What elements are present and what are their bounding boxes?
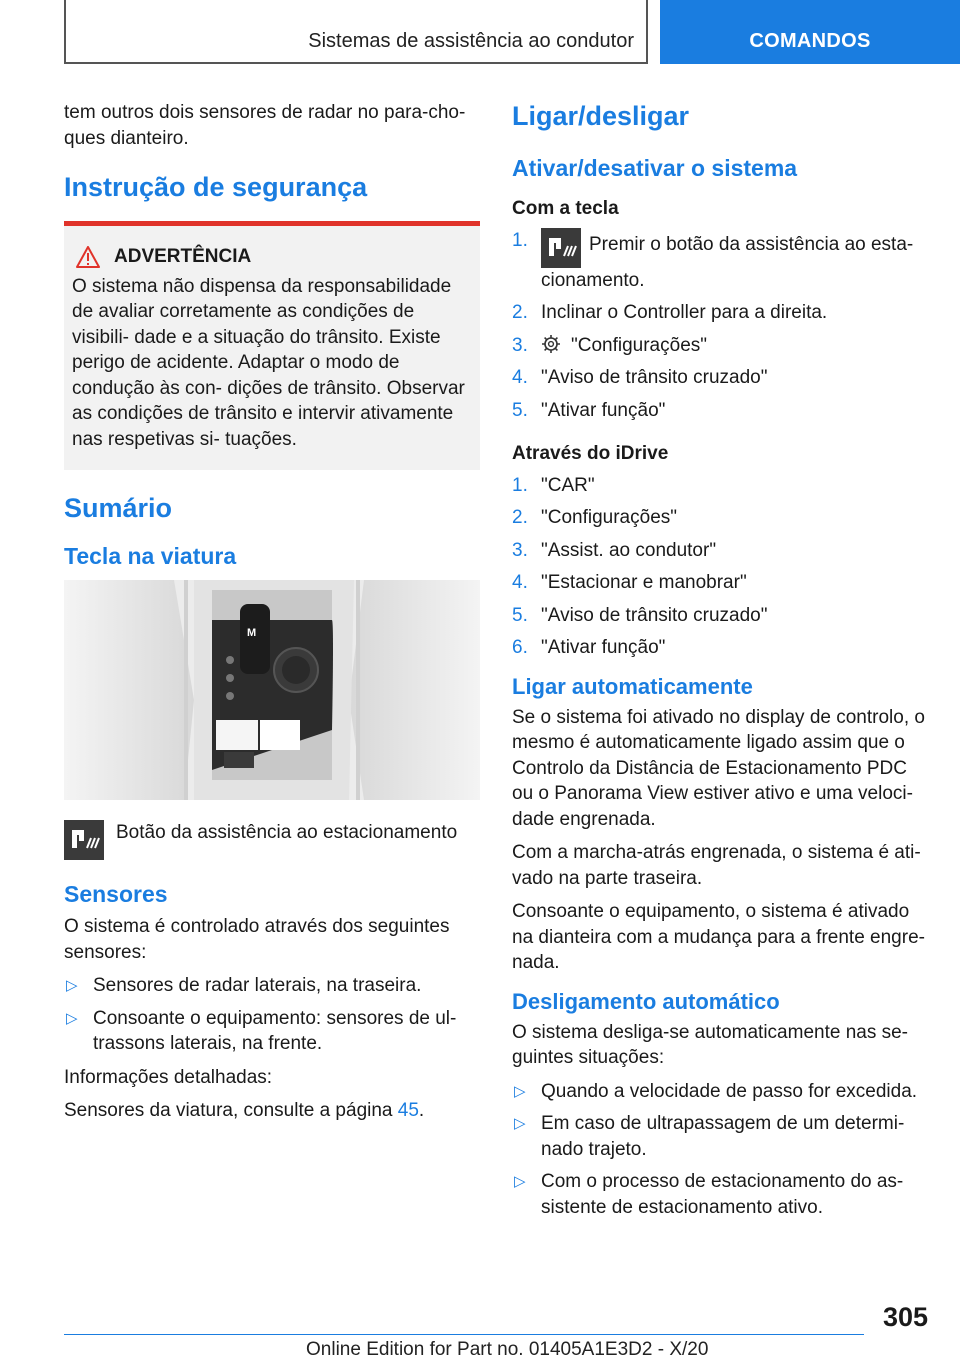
page-link[interactable]: 45 xyxy=(397,1100,419,1121)
activate-heading: Ativar/desativar o sistema xyxy=(512,155,798,181)
gear-selector-photo xyxy=(64,580,480,800)
auto-on-text-2: Com a marcha-atrás engrenada, o sistema é ati- vado na parte traseira. xyxy=(512,842,921,889)
idrive-label: Através do iDrive xyxy=(512,443,669,464)
list-item: 5. "Ativar função" xyxy=(512,399,666,421)
auto-on-text-3: Consoante o equipamento, o sistema é ativado na dianteira com a mudança para a frente engre- nada. xyxy=(512,901,925,973)
list-item: ▷ Em caso de ultrapassagem de um determi- nado trajeto. xyxy=(512,1111,928,1162)
photo-caption xyxy=(64,820,480,860)
triangle-bullet-icon: ▷ xyxy=(514,1082,526,1100)
sensors-text: O sistema é controlado através dos seguintes sensores: xyxy=(64,916,450,963)
with-key-label: Com a tecla xyxy=(512,198,619,219)
photo-m-logo: M xyxy=(247,627,257,639)
header-chapter-tab[interactable] xyxy=(660,0,960,64)
safety-heading: Instrução de segurança xyxy=(64,172,368,202)
page-number: 305 xyxy=(882,1302,928,1332)
list-item: 5. "Aviso de trânsito cruzado" xyxy=(512,604,768,626)
warning-header xyxy=(72,244,474,270)
auto-on-text-1: Se o sistema foi ativado no display de controlo, o mesmo é automaticamente ligado assim que o Controlo da Distância de Estacionamento PDC ou o Panorama View estiver ativo e uma veloci- dade engrenada. xyxy=(512,706,925,830)
list-item: 2. "Configurações" xyxy=(512,507,678,528)
details-ref: Sensores da viatura, consulte a página 45. xyxy=(64,1100,425,1121)
list-item: 1. "CAR" xyxy=(512,474,595,496)
key-heading: Tecla na viatura xyxy=(64,543,237,569)
list-item: ▷ Com o processo de estacionamento do as- sistente de estacionamento ativo. xyxy=(512,1169,928,1220)
header-section-box xyxy=(64,0,648,64)
list-item: 3. "Assist. ao condutor" xyxy=(512,539,717,561)
list-item: 1. Premir o botão da assistência ao esta- cionamento. xyxy=(512,229,914,291)
left-column xyxy=(64,100,480,1132)
list-item: 2. Inclinar o Controller para a direita. xyxy=(512,302,828,323)
auto-off-list xyxy=(512,1079,928,1221)
with-key-steps xyxy=(512,228,928,424)
summary-heading: Sumário xyxy=(64,493,173,523)
warning-title: ADVERTÊNCIA xyxy=(114,246,252,267)
right-column xyxy=(512,100,928,1228)
sensors-list xyxy=(64,973,480,1057)
list-item: 4. "Estacionar e manobrar" xyxy=(512,572,747,593)
header-chapter-label: COMANDOS xyxy=(749,30,871,52)
footer-edition: Online Edition for Part no. 01405A1E3D2 - X/20 xyxy=(306,1339,709,1360)
details-label: Informações detalhadas: xyxy=(64,1066,273,1088)
list-item: 4. "Aviso de trânsito cruzado" xyxy=(512,367,768,388)
parking-assist-button-icon xyxy=(541,228,581,268)
gear-icon xyxy=(541,334,561,354)
list-item: 3. "Configurações" xyxy=(512,334,708,356)
caption-text: Botão da assistência ao estacionamento xyxy=(116,822,458,843)
on-off-heading: Ligar/desligar xyxy=(512,101,690,131)
warning-box xyxy=(64,221,480,470)
intro-text: tem outros dois sensores de radar no para-cho- ques dianteiro. xyxy=(64,102,466,149)
warning-triangle-icon xyxy=(76,246,100,268)
header-section-title: Sistemas de assistência ao condutor xyxy=(308,30,634,52)
sensors-heading: Sensores xyxy=(64,881,168,907)
list-item: 6. "Ativar função" xyxy=(512,637,666,658)
auto-off-heading: Desligamento automático xyxy=(512,988,780,1014)
auto-on-heading: Ligar automaticamente xyxy=(512,673,753,699)
triangle-bullet-icon: ▷ xyxy=(66,977,78,994)
list-item: ▷ Quando a velocidade de passo for excedida. xyxy=(512,1079,928,1105)
warning-text: O sistema não dispensa da responsabilidade de avaliar corretamente as condições de visibili- dade e a situação do trânsito. Existe perigo de acidente. Adaptar o modo de condução às con- dições de trânsito. Observar as condições de trânsito e intervir ativamente nas respetivas si- tuações. xyxy=(72,275,465,450)
list-item: ▷ Sensores de radar laterais, na traseira. xyxy=(64,973,480,999)
auto-off-text: O sistema desliga-se automaticamente nas se- guintes situações: xyxy=(512,1021,909,1068)
footer-divider xyxy=(64,1334,864,1335)
parking-assist-button-icon xyxy=(64,820,104,860)
list-item: ▷ Consoante o equipamento: sensores de ul- trassons laterais, na frente. xyxy=(64,1006,480,1057)
triangle-bullet-icon: ▷ xyxy=(514,1173,526,1190)
triangle-bullet-icon: ▷ xyxy=(514,1115,526,1132)
triangle-bullet-icon: ▷ xyxy=(66,1009,78,1027)
idrive-steps xyxy=(512,473,928,661)
